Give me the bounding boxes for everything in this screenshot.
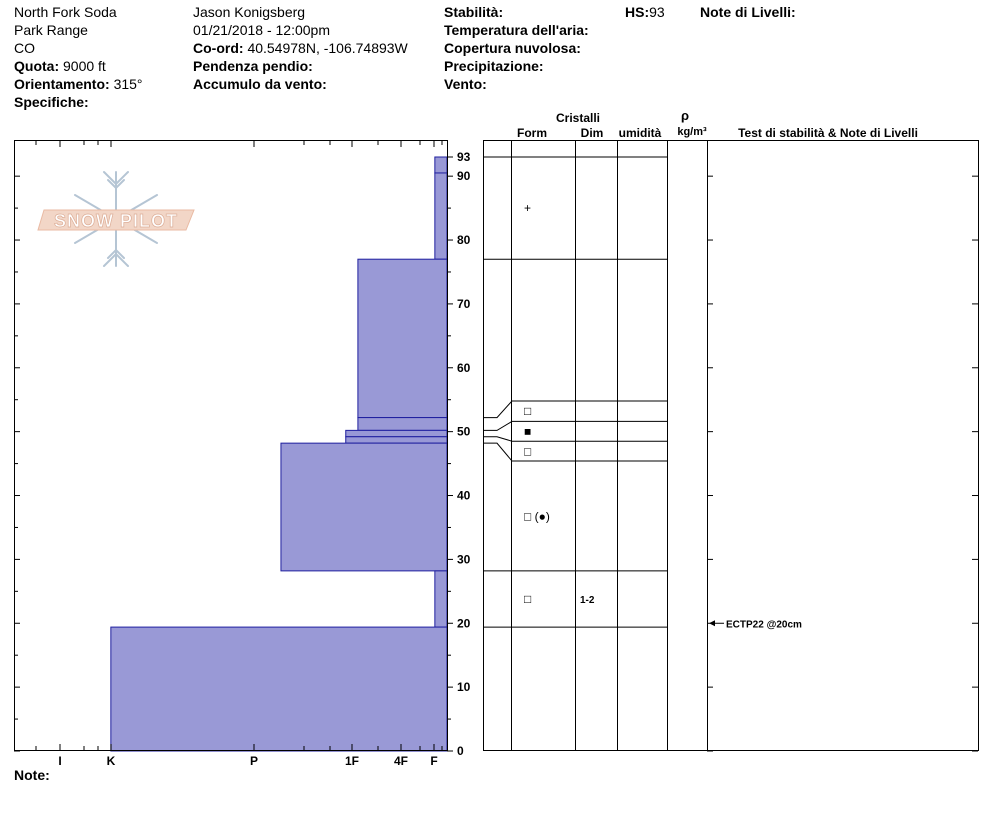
crystal-table-frame — [484, 140, 979, 751]
specifics-label: Specifiche: — [14, 94, 89, 110]
height-label-30: 30 — [457, 552, 471, 567]
hardness-bar-3 — [358, 259, 447, 417]
notes-label: Note: — [14, 767, 50, 783]
grain-form-2: □ — [524, 404, 532, 419]
hardness-label-I: I — [58, 754, 62, 768]
rho-header: ρ — [680, 108, 690, 123]
mountain-range: Park Range — [14, 22, 88, 38]
elevation-value: 9000 ft — [63, 58, 106, 74]
location-name: North Fork Soda — [14, 4, 117, 20]
hardness-bar-4 — [358, 418, 447, 431]
form-header: Form — [517, 126, 547, 140]
slope-label: Pendenza pendio: — [193, 58, 313, 74]
grain-forms — [524, 201, 595, 606]
hardness-bar-5 — [346, 430, 447, 436]
elevation-label: Quota: — [14, 58, 60, 74]
hardness-bar-9 — [111, 627, 447, 751]
coord-value: 40.54978N, -106.74893W — [247, 40, 408, 56]
snowpilot-logo — [38, 172, 194, 266]
state: CO — [14, 40, 35, 56]
height-label-0: 0 — [457, 744, 464, 758]
aspect-value: 315° — [113, 76, 143, 92]
hardness-bar-1 — [435, 157, 447, 173]
dim-header: Dim — [580, 126, 604, 140]
stability-test-1: ECTP22 @20cm — [726, 619, 802, 631]
stability-arrow-head-1 — [709, 620, 715, 626]
height-label-90: 90 — [457, 169, 471, 184]
grain-form-5: □ (●) — [524, 509, 550, 524]
right-height-ticks — [707, 176, 978, 751]
height-label-70: 70 — [457, 296, 471, 311]
hardness-label-P: P — [249, 754, 259, 768]
height-label-10: 10 — [457, 680, 471, 695]
aspect-label: Orientamento: — [14, 76, 110, 92]
height-label-top: 93 — [457, 150, 471, 164]
hardness-bar-8 — [435, 571, 447, 627]
hs-value: 93 — [649, 4, 665, 20]
grain-size-6: 1-2 — [580, 594, 595, 606]
height-label-80: 80 — [457, 233, 471, 248]
height-label-60: 60 — [457, 360, 471, 375]
stability-label: Stabilità: — [444, 4, 504, 20]
hardness-label-K: K — [106, 754, 116, 768]
layer-notes-label: Note di Livelli: — [700, 4, 796, 20]
grain-form-4: □ — [524, 444, 532, 459]
wind-label: Vento: — [444, 76, 487, 92]
hardness-label-F: F — [430, 754, 438, 768]
hs-label: HS: — [625, 4, 650, 20]
hardness-bar-6 — [346, 437, 447, 443]
crystals-header: Cristalli — [555, 111, 601, 125]
hardness-label-1F: 1F — [344, 754, 360, 768]
density-unit-header: kg/m³ — [677, 126, 707, 138]
grain-form-1: + — [524, 201, 532, 216]
grain-form-6: □ — [524, 591, 532, 606]
grain-form-3: ■ — [524, 424, 532, 439]
hardness-bars — [111, 157, 447, 751]
stability-tests — [709, 619, 802, 630]
observation-datetime: 01/21/2018 - 12:00pm — [193, 22, 330, 38]
moisture-header: umidità — [618, 126, 662, 140]
observer-name: Jason Konigsberg — [193, 4, 306, 20]
height-label-20: 20 — [457, 616, 471, 631]
height-label-50: 50 — [457, 424, 471, 439]
height-label-40: 40 — [457, 488, 471, 503]
precipitation-label: Precipitazione: — [444, 58, 544, 74]
hardness-label-4F: 4F — [393, 754, 409, 768]
air-temp-label: Temperatura dell'aria: — [444, 22, 589, 38]
coord-label: Co-ord: — [193, 40, 244, 56]
cloud-cover-label: Copertura nuvolosa: — [444, 40, 581, 56]
hardness-bar-7 — [281, 443, 447, 571]
stability-notes-header: Test di stabilità & Note di Livelli — [738, 126, 918, 140]
logo-text: SNOW PILOT — [54, 211, 178, 231]
hardness-bar-2 — [435, 173, 447, 259]
wind-loading-label: Accumulo da vento: — [193, 76, 327, 92]
